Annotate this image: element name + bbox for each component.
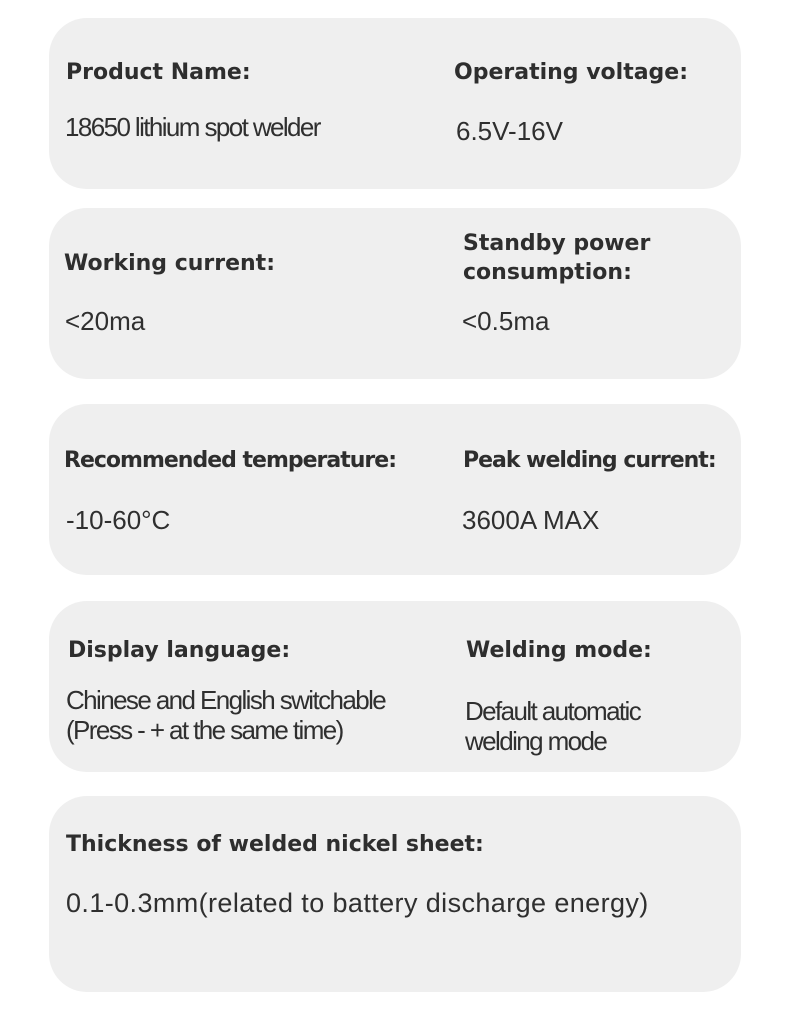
peak-welding-current-label: Peak welding current: <box>463 448 716 473</box>
recommended-temperature-label: Recommended temperature: <box>64 448 396 473</box>
spec-card-1 <box>49 18 741 189</box>
peak-welding-current-value: 3600A MAX <box>462 505 600 535</box>
display-language-value-line2: (Press - + at the same time) <box>66 715 343 745</box>
spec-card-4 <box>49 601 741 772</box>
nickel-thickness-value: 0.1-0.3mm(related to battery discharge energy) <box>66 888 649 918</box>
standby-power-label: Standby power consumption: <box>463 231 651 285</box>
display-language-value-line1: Chinese and English switchable <box>66 685 386 715</box>
standby-power-value: <0.5ma <box>462 306 550 336</box>
product-name-value: 18650 lithium spot welder <box>65 112 320 142</box>
working-current-value: <20ma <box>65 306 146 336</box>
operating-voltage-label: Operating voltage: <box>454 60 689 85</box>
welding-mode-value-line1: Default automatic <box>465 696 641 726</box>
spec-card-5 <box>49 796 741 992</box>
nickel-thickness-label: Thickness of welded nickel sheet: <box>66 832 484 857</box>
product-name-label: Product Name: <box>66 60 251 85</box>
operating-voltage-value: 6.5V-16V <box>456 116 563 146</box>
working-current-label: Working current: <box>64 251 275 276</box>
spec-card-3 <box>49 404 741 575</box>
display-language-label: Display language: <box>68 638 291 663</box>
spec-card-2 <box>49 208 741 379</box>
welding-mode-label: Welding mode: <box>466 638 652 663</box>
recommended-temperature-value: -10-60°C <box>66 505 171 535</box>
welding-mode-value-line2: welding mode <box>465 726 607 756</box>
